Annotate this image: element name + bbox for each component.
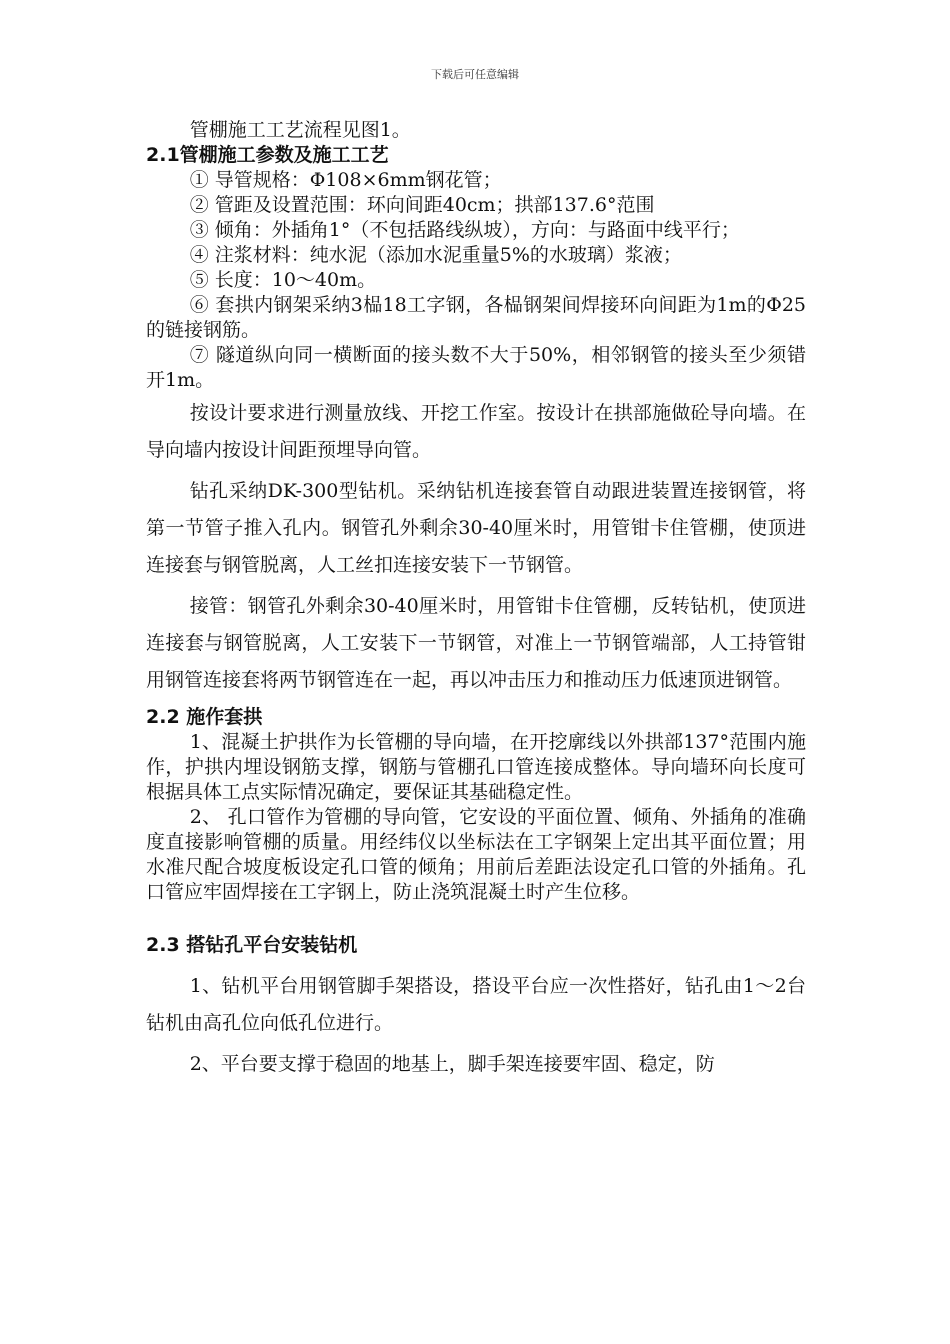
list-item: ② 管距及设置范围：环向间距40cm；拱部137.6°范围 xyxy=(189,194,655,216)
section-heading: 2.2 施作套拱 xyxy=(146,706,263,728)
paragraph: 接管：钢管孔外剩余30-40厘米时，用管钳卡住管棚，反转钻机，使顶进连接套与钢管脱离，人工安装下一节钢管，对准上一节钢管端部，人工持管钳用钢管连接套将两节钢管连在一起，再以冲击压力和推动压力低速顶进钢管。 xyxy=(146,595,806,691)
paragraph: 管棚施工工艺流程见图1。 xyxy=(189,119,411,141)
section-heading: 2.1管棚施工参数及施工工艺 xyxy=(146,144,389,166)
paragraph: 1、钻机平台用钢管脚手架搭设，搭设平台应一次性搭好，钻孔由1～2台钻机由高孔位向低孔位进行。 xyxy=(146,975,806,1034)
paragraph: 1、混凝土护拱作为长管棚的导向墙，在开挖廓线以外拱部137°范围内施作，护拱内埋设钢筋支撑，钢筋与管棚孔口管连接成整体。导向墙环向长度可根据具体工点实际情况确定，要保证其基础稳定性。 xyxy=(146,731,806,803)
list-item: ① 导管规格：Φ108×6mm钢花管； xyxy=(189,169,502,191)
list-item: ⑤ 长度：10～40m。 xyxy=(189,269,377,291)
paragraph: 按设计要求进行测量放线、开挖工作室。按设计在拱部施做砼导向墙。在导向墙内按设计间距预埋导向管。 xyxy=(146,402,806,461)
list-item: ④ 注浆材料：纯水泥（添加水泥重量5%的水玻璃）浆液； xyxy=(189,244,682,266)
list-item: ⑦ 隧道纵向同一横断面的接头数不大于50%，相邻钢管的接头至少须错开1m。 xyxy=(146,344,806,391)
document-body xyxy=(146,118,806,1083)
list-item: ⑥ 套拱内钢架采纳3榀18工字钢，各榀钢架间焊接环向间距为1m的Φ25的链接钢筋。 xyxy=(146,294,806,341)
paragraph: 2、 孔口管作为管棚的导向管，它安设的平面位置、倾角、外插角的准确度直接影响管棚的质量。用经纬仪以坐标法在工字钢架上定出其平面位置；用水准尺配合坡度板设定孔口管的倾角；用前后差距法设定孔口管的外插角。孔口管应牢固焊接在工字钢上，防止浇筑混凝土时产生位移。 xyxy=(146,806,806,903)
paragraph: 2、平台要支撑于稳固的地基上，脚手架连接要牢固、稳定，防 xyxy=(189,1053,715,1075)
list-item: ③ 倾角：外插角1°（不包括路线纵坡），方向：与路面中线平行； xyxy=(189,219,740,241)
paragraph: 钻孔采纳DK-300型钻机。采纳钻机连接套管自动跟进装置连接钢管，将第一节管子推入孔内。钢管孔外剩余30-40厘米时，用管钳卡住管棚，使顶进连接套与钢管脱离，人工丝扣连接安装下一节钢管。 xyxy=(146,480,806,576)
page-header: 下载后可任意编辑 xyxy=(431,68,519,81)
section-heading: 2.3 搭钻孔平台安装钻机 xyxy=(146,934,358,956)
